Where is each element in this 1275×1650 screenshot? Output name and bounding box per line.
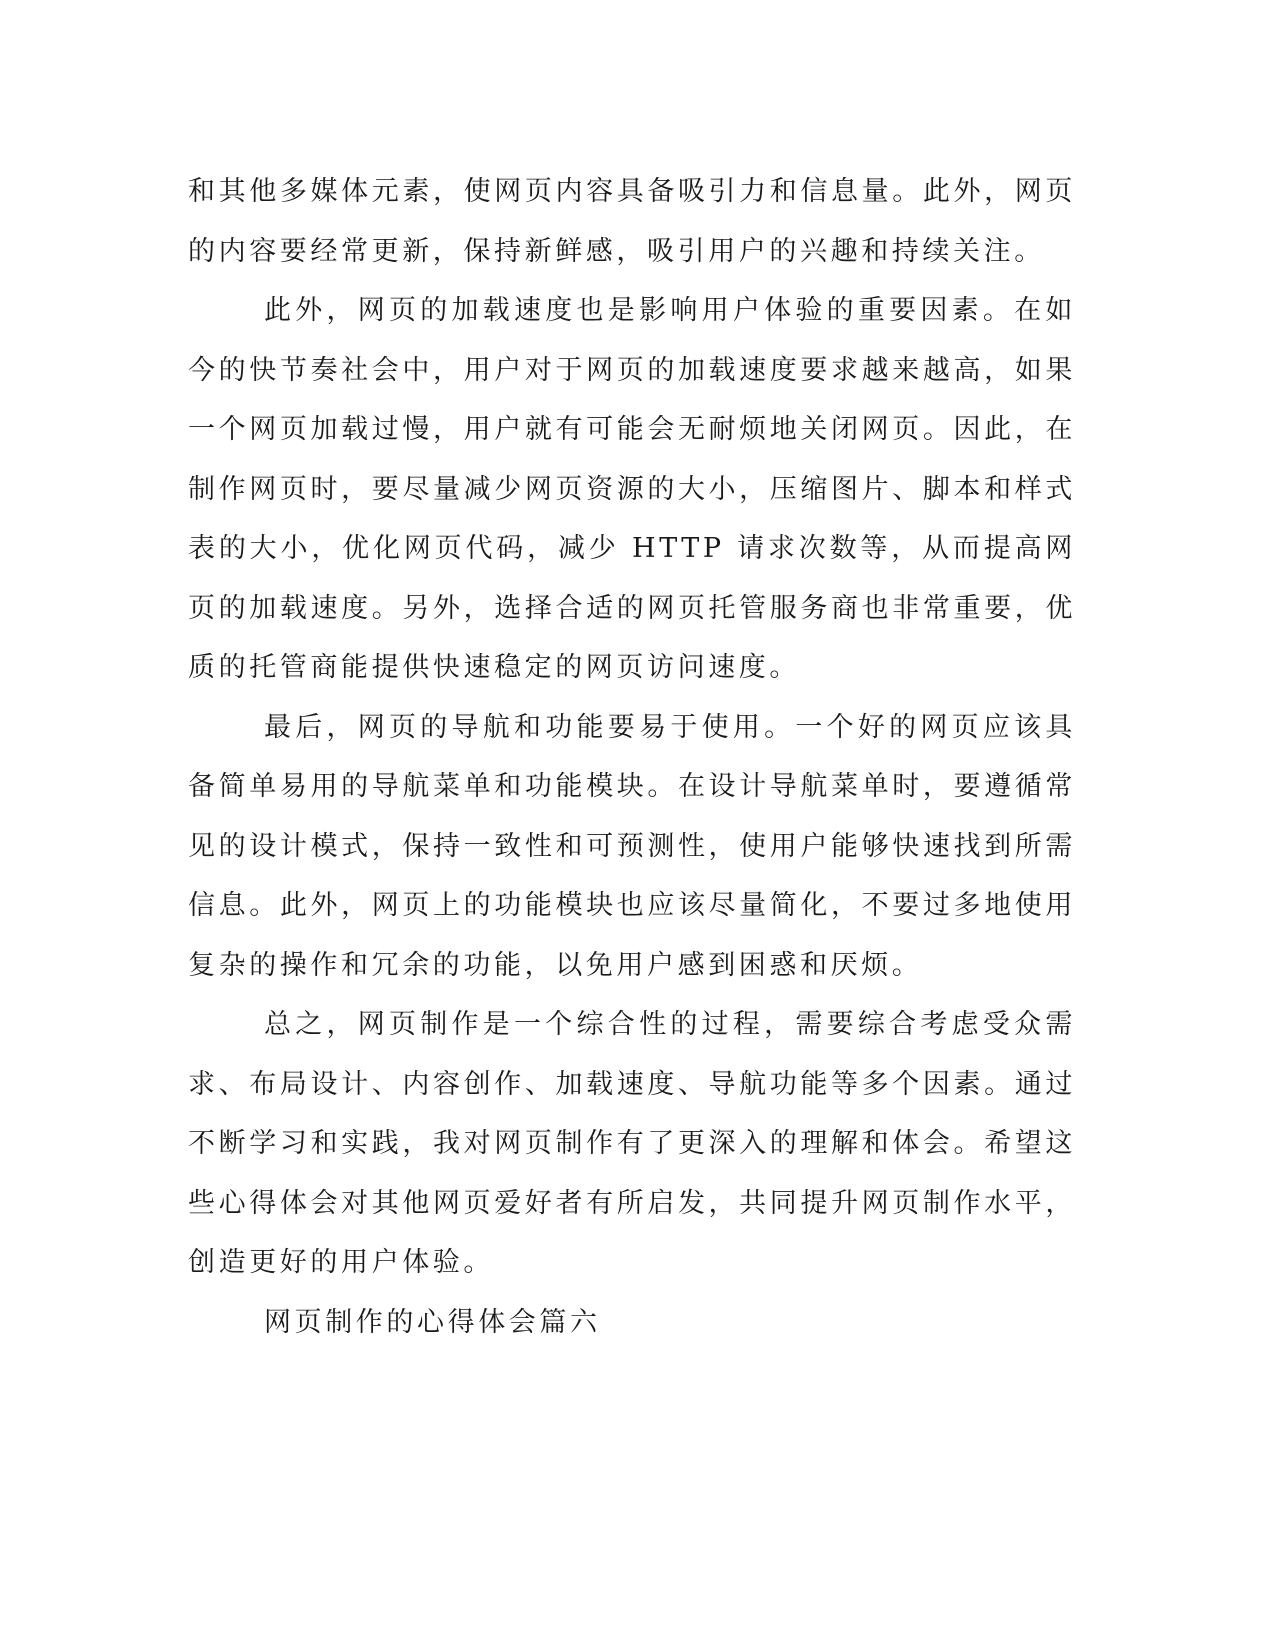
paragraph-conclusion: 总之，网页制作是一个综合性的过程，需要综合考虑受众需求、布局设计、内容创作、加载速度、导航功能等多个因素。通过不断学习和实践，我对网页制作有了更深入的理解和体会。希望这些心得体会对其他网页爱好者有所启发，共同提升网页制作水平，创造更好的用户体验。: [188, 1009, 1076, 1278]
section-heading: 网页制作的心得体会篇六: [264, 1306, 601, 1338]
document-body: [188, 162, 1076, 1352]
paragraph-navigation: 最后，网页的导航和功能要易于使用。一个好的网页应该具备简单易用的导航菜单和功能模块。在设计导航菜单时，要遵循常见的设计模式，保持一致性和可预测性，使用户能够快速找到所需信息。此外，网页上的功能模块也应该尽量简化，不要过多地使用复杂的操作和冗余的功能，以免用户感到困惑和厌烦。: [188, 711, 1076, 981]
paragraph-loading-speed: 此外，网页的加载速度也是影响用户体验的重要因素。在如今的快节奏社会中，用户对于网页的加载速度要求越来越高，如果一个网页加载过慢，用户就有可能会无耐烦地关闭网页。因此，在制作网页时，要尽量减少网页资源的大小，压缩图片、脚本和样式表的大小，优化网页代码，减少 HTTP 请求次数等，从而提高网页的加载速度。另外，选择合适的网页托管服务商也非常重要，优质的托管商能提供快速稳定的网页访问速度。: [188, 295, 1076, 683]
paragraph-continued: 和其他多媒体元素，使网页内容具备吸引力和信息量。此外，网页的内容要经常更新，保持新鲜感，吸引用户的兴趣和持续关注。: [188, 176, 1076, 267]
